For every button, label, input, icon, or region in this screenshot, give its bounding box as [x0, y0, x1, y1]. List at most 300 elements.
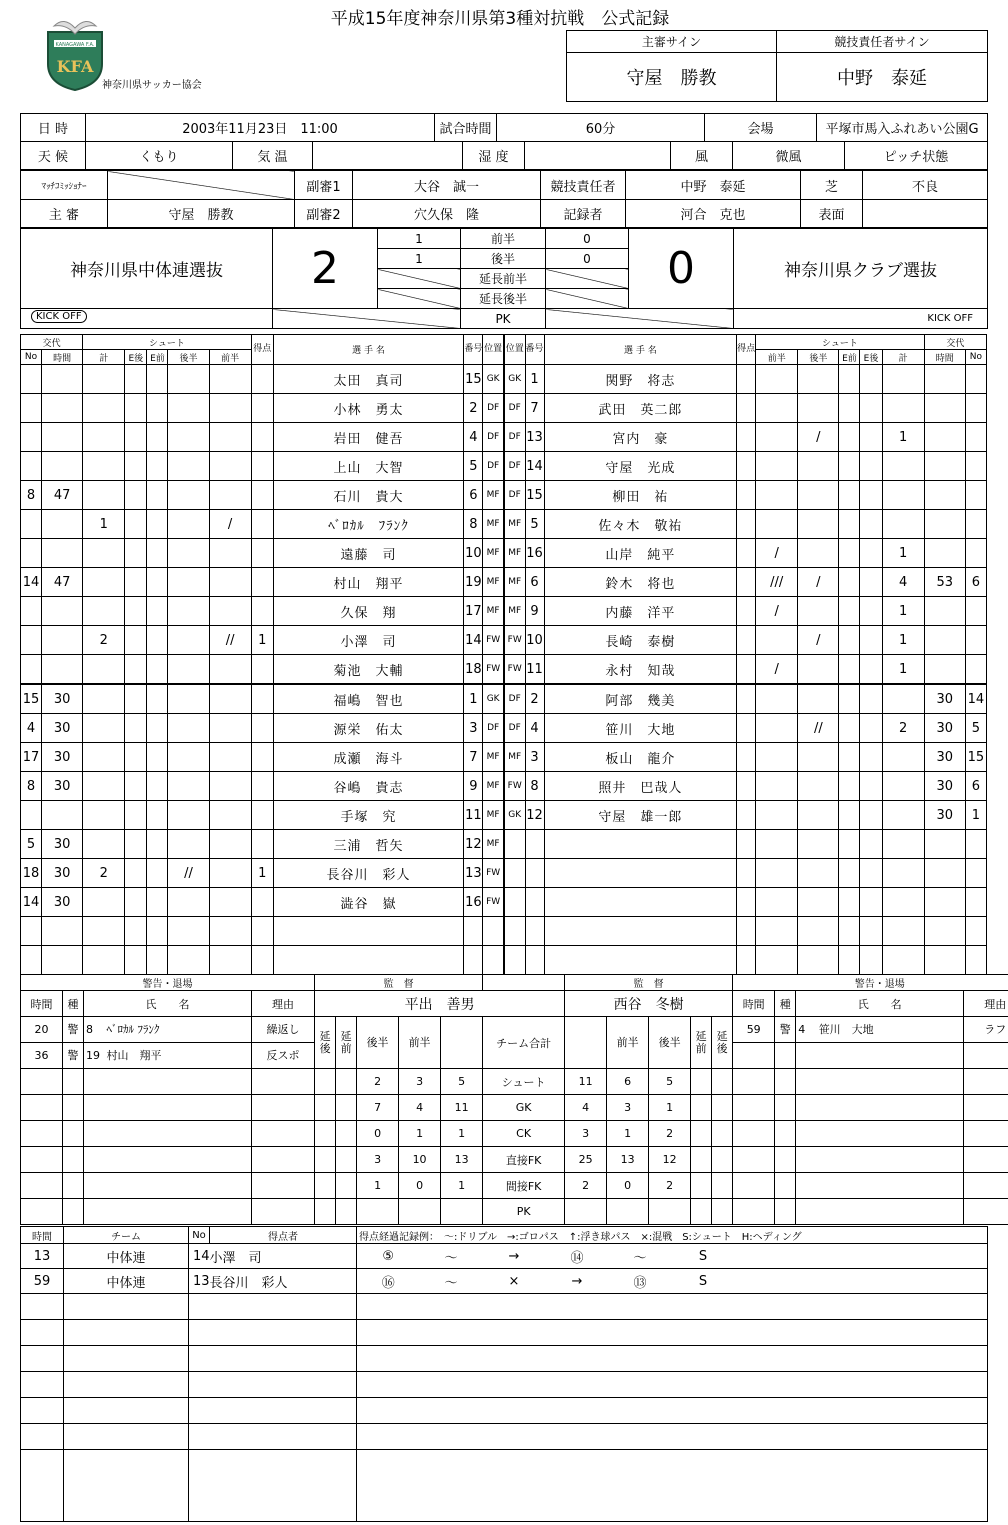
away-card-number	[796, 1121, 817, 1147]
home-total-et2	[315, 1199, 336, 1225]
surface-label: 表面	[801, 200, 863, 228]
goal-time	[21, 1424, 64, 1450]
away-player-number: 4	[525, 714, 544, 743]
home-cards-title: 警告・退場	[21, 975, 315, 991]
away-sub-no	[965, 481, 986, 510]
home-total-et1	[336, 1069, 357, 1095]
away-total-et2	[712, 1069, 733, 1095]
home-shoot-e2	[125, 888, 147, 917]
goal-scorer-number	[189, 1320, 210, 1346]
home-shoot-e2	[125, 452, 147, 481]
home-player-number: 17	[464, 597, 483, 626]
col-name: 氏 名	[84, 991, 252, 1017]
home-sub-time: 30	[42, 684, 83, 714]
away-total-h1: 13	[607, 1147, 649, 1173]
home-player-number: 15	[464, 365, 483, 394]
home-sub-no: 5	[21, 830, 42, 859]
goal-sequence-step: ⑤	[357, 1244, 420, 1269]
home-card-reason	[252, 1173, 315, 1199]
home-player-number: 5	[464, 452, 483, 481]
away-sub-time: 30	[924, 743, 965, 772]
home-team-name: 神奈川県中体連選抜	[21, 229, 273, 309]
away-player-position: MF	[504, 743, 525, 772]
away-player-name: 武田 英二郎	[544, 394, 737, 423]
ar2-label: 副審2	[295, 200, 353, 228]
away-total-et1	[691, 1199, 712, 1225]
home-shoot-h1	[209, 539, 251, 568]
home-card-name	[105, 1121, 252, 1147]
away-card-type	[775, 1173, 796, 1199]
home-card-type	[63, 1069, 84, 1095]
away-goals	[737, 626, 756, 655]
home-shoot-total	[83, 830, 125, 859]
goal-sequence-rest	[735, 1424, 988, 1450]
home-player-name: 手塚 究	[273, 801, 464, 830]
roster-row	[21, 684, 987, 714]
home-total-h1: 1	[399, 1121, 441, 1147]
away-shoot-h2	[798, 655, 839, 685]
humidity-value	[525, 142, 671, 170]
home-card-time: 20	[21, 1017, 62, 1043]
away-shoot-e2	[860, 772, 882, 801]
home-player-number: 13	[464, 859, 483, 888]
home-player-position	[483, 946, 504, 975]
goal-scorer-number	[189, 1372, 210, 1398]
away-sub-time	[924, 510, 965, 539]
home-player-number: 10	[464, 539, 483, 568]
home-shoot-e1	[147, 946, 168, 975]
home-shoot-h1	[209, 714, 251, 743]
away-card-number	[796, 1069, 817, 1095]
home-sub-no: 18	[21, 859, 42, 888]
away-player-name: 鈴木 将也	[544, 568, 737, 597]
away-sub-time	[924, 597, 965, 626]
goal-sequence-step	[672, 1346, 735, 1372]
kfa-logo-icon	[44, 18, 106, 92]
goal-sequence-step	[420, 1372, 483, 1398]
away-sub-time: 30	[924, 772, 965, 801]
home-period-score	[378, 269, 461, 289]
totals-header-et1: 延前	[691, 1017, 712, 1069]
home-player-position: MF	[483, 597, 504, 626]
goal-blank	[210, 1450, 357, 1522]
goal-sequence-step	[672, 1398, 735, 1424]
home-sub-no: 15	[21, 684, 42, 714]
away-player-position	[504, 859, 525, 888]
goal-blank	[64, 1450, 189, 1522]
home-shoot-total	[83, 394, 125, 423]
home-player-number: 12	[464, 830, 483, 859]
home-card-time	[21, 1121, 63, 1147]
away-goals	[737, 568, 756, 597]
away-card-reason	[964, 1069, 1008, 1095]
away-player-number	[525, 859, 544, 888]
away-shoot-e2	[860, 597, 882, 626]
home-sub-no: 14	[21, 888, 42, 917]
home-player-name: ﾍﾞﾛｶﾙ ﾌﾗﾝｸ	[273, 510, 464, 539]
signature-box	[566, 30, 988, 102]
away-shoot-h2	[798, 394, 839, 423]
venue-value: 平塚市馬入ふれあい公園G	[817, 114, 988, 142]
home-sub-no: 14	[21, 568, 42, 597]
home-total-score: 2	[273, 229, 378, 309]
home-player-position: MF	[483, 481, 504, 510]
home-sub-time: 30	[42, 888, 83, 917]
home-shoot-h2	[168, 946, 209, 975]
away-shoot-e2	[860, 859, 882, 888]
col-no: No	[965, 350, 986, 365]
home-shoot-h1	[209, 597, 251, 626]
away-total-et2	[712, 1173, 733, 1199]
home-shoot-e2	[125, 917, 147, 946]
away-total-et1	[691, 1173, 712, 1199]
home-card-reason	[252, 1147, 315, 1173]
away-card-name	[817, 1121, 964, 1147]
goal-sequence-step	[420, 1346, 483, 1372]
weather-label: 天 候	[21, 142, 86, 170]
match-info-table	[20, 113, 988, 142]
away-name-header: 選 手 名	[544, 335, 737, 365]
away-shoot-e2	[860, 714, 882, 743]
home-player-position: MF	[483, 743, 504, 772]
cards-totals-body	[21, 1017, 1008, 1225]
home-card-time	[21, 1017, 63, 1069]
home-goals	[251, 568, 273, 597]
away-sub-header: 交代	[924, 335, 986, 350]
totals-row-label: 間接FK	[483, 1173, 565, 1199]
home-player-number: 14	[464, 626, 483, 655]
goal-sequence-step	[546, 1320, 609, 1346]
away-player-name: 長崎 泰樹	[544, 626, 737, 655]
match-info-table-3	[20, 170, 988, 228]
away-card-reason: ラフ	[964, 1017, 1008, 1043]
away-shoot-h2	[798, 743, 839, 772]
goal-sequence-step: ⑯	[357, 1269, 420, 1294]
away-shoot-h1	[756, 481, 798, 510]
away-sub-time	[924, 394, 965, 423]
home-player-name: 成瀬 海斗	[273, 743, 464, 772]
away-sub-time	[924, 655, 965, 685]
home-shoot-e1	[147, 597, 168, 626]
home-period-score: 1	[378, 249, 461, 269]
home-shoot-total	[83, 743, 125, 772]
home-card-number	[84, 1069, 105, 1095]
home-shoot-h2	[168, 597, 209, 626]
home-shoot-total	[83, 539, 125, 568]
away-sub-no: 5	[965, 714, 986, 743]
home-card-reason	[252, 1121, 315, 1147]
roster-row	[21, 946, 987, 975]
home-shoot-header: シュート	[83, 335, 252, 350]
away-sub-no	[965, 423, 986, 452]
home-kickoff-cell	[21, 309, 273, 329]
away-player-number: 15	[525, 481, 544, 510]
goal-sequence-step	[546, 1294, 609, 1320]
home-shoot-e2	[125, 365, 147, 394]
roster-row	[21, 481, 987, 510]
away-card-reason	[964, 1043, 1008, 1068]
goal-sequence-step	[609, 1372, 672, 1398]
away-card-reason	[964, 1017, 1008, 1069]
away-player-number: 7	[525, 394, 544, 423]
home-total-h2	[357, 1199, 399, 1225]
away-shoot-h1	[756, 510, 798, 539]
home-shoot-h1	[209, 888, 251, 917]
col-h2: 後半	[168, 350, 209, 365]
home-shoot-e2	[125, 743, 147, 772]
supervisor-label: 競技責任者	[541, 171, 626, 200]
totals-header-et1: 延前	[336, 1017, 357, 1069]
goal-sequence-step	[357, 1346, 420, 1372]
goal-scorer-number	[189, 1346, 210, 1372]
home-goals	[251, 830, 273, 859]
home-sub-no	[21, 946, 42, 975]
home-player-number: 9	[464, 772, 483, 801]
roster-row	[21, 423, 987, 452]
away-shoot-h2: //	[798, 714, 839, 743]
away-card-name	[817, 1017, 964, 1069]
goal-time: 59	[21, 1269, 64, 1294]
home-shoot-e1	[147, 917, 168, 946]
goal-team	[64, 1294, 189, 1320]
col-h2: 後半	[798, 350, 839, 365]
home-shoot-e1	[147, 481, 168, 510]
away-shoot-e1	[839, 510, 860, 539]
away-shoot-h1	[756, 830, 798, 859]
away-goals	[737, 539, 756, 568]
home-player-position: DF	[483, 452, 504, 481]
away-goals	[737, 917, 756, 946]
away-sub-time	[924, 917, 965, 946]
home-player-number: 6	[464, 481, 483, 510]
home-sub-no	[21, 626, 42, 655]
turf-value: 不良	[863, 171, 988, 200]
col-name: 氏 名	[796, 991, 964, 1017]
away-card-number	[796, 1043, 817, 1068]
away-card-name: 笹川 大地	[817, 1017, 964, 1043]
away-player-number	[525, 888, 544, 917]
away-sub-time: 53	[924, 568, 965, 597]
roster-row	[21, 714, 987, 743]
away-card-type	[775, 1095, 796, 1121]
home-shoot-e1	[147, 714, 168, 743]
goal-sequence-rest	[735, 1398, 988, 1424]
away-sub-no	[965, 626, 986, 655]
home-player-name: 澁谷 嶽	[273, 888, 464, 917]
home-shoot-total	[83, 597, 125, 626]
humidity-label: 湿 度	[463, 142, 525, 170]
away-shoot-h2	[798, 946, 839, 975]
home-pos-header: 位置	[483, 335, 504, 365]
away-card-type	[775, 1069, 796, 1095]
col-type: 種	[775, 991, 796, 1017]
totals-header-blank	[565, 1017, 607, 1069]
away-card-reason	[964, 1199, 1008, 1225]
home-name-header: 選 手 名	[273, 335, 464, 365]
goal-sequence-step	[420, 1424, 483, 1450]
away-sub-no	[965, 830, 986, 859]
home-card-name	[105, 1069, 252, 1095]
totals-header-et2: 延後	[315, 1017, 336, 1069]
goal-scorer-name: 小澤 司	[210, 1244, 357, 1269]
home-player-number	[464, 946, 483, 975]
home-total-et2	[315, 1147, 336, 1173]
home-sub-no	[21, 655, 42, 685]
away-goals	[737, 888, 756, 917]
away-shoot-h2	[798, 365, 839, 394]
roster-row	[21, 510, 987, 539]
svg-text:KFA: KFA	[56, 57, 94, 76]
recorder-label: 記録者	[541, 200, 626, 228]
home-shoot-h2	[168, 684, 209, 714]
away-shoot-e1	[839, 423, 860, 452]
away-sub-no	[965, 539, 986, 568]
home-player-name: 三浦 哲矢	[273, 830, 464, 859]
goal-legend: 得点経過記録例： ～:ドリブル →:ゴロパス ↑:浮き球パス ×:混戦 S:シュート H:ヘディング	[357, 1227, 988, 1244]
away-player-number: 13	[525, 423, 544, 452]
away-card-time	[733, 1043, 774, 1068]
home-player-number: 2	[464, 394, 483, 423]
away-shoot-h2	[798, 597, 839, 626]
home-player-name: 太田 真司	[273, 365, 464, 394]
roster-row	[21, 743, 987, 772]
away-shoot-h2	[798, 684, 839, 714]
home-player-position: FW	[483, 859, 504, 888]
kickoff-marker: KICK OFF	[31, 310, 87, 323]
wind-value: 微風	[733, 142, 845, 170]
col-h1: 前半	[209, 350, 251, 365]
away-card-type	[775, 1017, 796, 1069]
goal-time	[21, 1372, 64, 1398]
away-sub-no: 1	[965, 801, 986, 830]
away-period-score	[546, 289, 629, 309]
col-total: 計	[83, 350, 125, 365]
home-player-number: 19	[464, 568, 483, 597]
away-shoot-h2: /	[798, 568, 839, 597]
totals-title: チーム合計	[483, 1017, 565, 1069]
away-team-name: 神奈川県クラブ選抜	[734, 229, 988, 309]
home-card-number	[84, 1017, 105, 1069]
away-shoot-e1	[839, 568, 860, 597]
home-sub-time	[42, 365, 83, 394]
away-sub-no	[965, 452, 986, 481]
home-goals: 1	[251, 859, 273, 888]
home-player-position: GK	[483, 684, 504, 714]
goals-table	[20, 1226, 988, 1522]
date-label: 日 時	[21, 114, 86, 142]
home-goals	[251, 684, 273, 714]
away-total-et2	[712, 1095, 733, 1121]
away-player-name	[544, 830, 737, 859]
goal-sequence-step	[483, 1294, 546, 1320]
home-sub-no	[21, 597, 42, 626]
home-total-et1	[336, 1095, 357, 1121]
away-goals	[737, 859, 756, 888]
goal-sequence-step: ～	[609, 1244, 672, 1269]
away-shoot-h1: /	[756, 597, 798, 626]
away-shoot-e2	[860, 684, 882, 714]
association-name: 神奈川県サッカー協会	[102, 80, 202, 91]
away-shoot-h2: /	[798, 626, 839, 655]
home-shoot-e2	[125, 772, 147, 801]
goal-scorer-name	[210, 1424, 357, 1450]
away-card-number	[796, 1017, 817, 1069]
home-shoot-h2	[168, 743, 209, 772]
home-shoot-e2	[125, 946, 147, 975]
away-shoot-total	[882, 772, 924, 801]
away-total-h1: 6	[607, 1069, 649, 1095]
away-shoot-e2	[860, 830, 882, 859]
away-shoot-e1	[839, 597, 860, 626]
home-total-h1: 0	[399, 1173, 441, 1199]
away-total-et1	[691, 1069, 712, 1095]
home-card-name: 村山 翔平	[106, 1049, 162, 1062]
home-total-h2: 3	[357, 1147, 399, 1173]
home-sub-no	[21, 917, 42, 946]
surface-value	[863, 200, 988, 228]
goal-row	[21, 1346, 988, 1372]
away-card-number	[796, 1173, 817, 1199]
away-shoot-h1	[756, 801, 798, 830]
home-shoot-h2	[168, 801, 209, 830]
home-card-type	[63, 1173, 84, 1199]
goal-sequence-step: S	[672, 1269, 735, 1294]
home-card-number	[84, 1173, 105, 1199]
away-total-h1: 0	[607, 1173, 649, 1199]
away-player-name: 宮内 豪	[544, 423, 737, 452]
away-shoot-e1	[839, 946, 860, 975]
home-sub-time	[42, 801, 83, 830]
goal-team: 中体連	[64, 1244, 189, 1269]
referee-sign: 守屋 勝教	[567, 53, 777, 102]
home-card-number	[84, 1147, 105, 1173]
col-no: No	[189, 1227, 210, 1244]
away-player-name: 照井 巴哉人	[544, 772, 737, 801]
home-shoot-total	[83, 888, 125, 917]
goal-sequence-step	[483, 1424, 546, 1450]
home-card-name	[105, 1147, 252, 1173]
home-player-number: 8	[464, 510, 483, 539]
home-player-position: DF	[483, 423, 504, 452]
away-sub-time	[924, 481, 965, 510]
away-card-reason	[964, 1147, 1008, 1173]
away-shoot-h1	[756, 743, 798, 772]
home-shoot-e2	[125, 801, 147, 830]
home-player-name: 遠藤 司	[273, 539, 464, 568]
away-shoot-h1	[756, 946, 798, 975]
home-shoot-h1	[209, 365, 251, 394]
home-shoot-e2	[125, 655, 147, 685]
goal-row	[21, 1244, 988, 1269]
away-shoot-h1	[756, 394, 798, 423]
home-sub-time	[42, 946, 83, 975]
home-player-name: 菊池 大輔	[273, 655, 464, 685]
away-shoot-total: 4	[882, 568, 924, 597]
away-player-name	[544, 888, 737, 917]
roster-row	[21, 859, 987, 888]
away-shoot-h2	[798, 481, 839, 510]
away-shoot-h1	[756, 772, 798, 801]
home-card-type: 警	[63, 1017, 83, 1043]
goal-sequence-step: ×	[483, 1269, 546, 1294]
cards-totals-row	[21, 1017, 1008, 1069]
away-player-number: 11	[525, 655, 544, 685]
away-goals	[737, 481, 756, 510]
goal-sequence-step	[483, 1398, 546, 1424]
away-total-h2: 2	[649, 1173, 691, 1199]
home-goals	[251, 888, 273, 917]
away-sub-time	[924, 830, 965, 859]
